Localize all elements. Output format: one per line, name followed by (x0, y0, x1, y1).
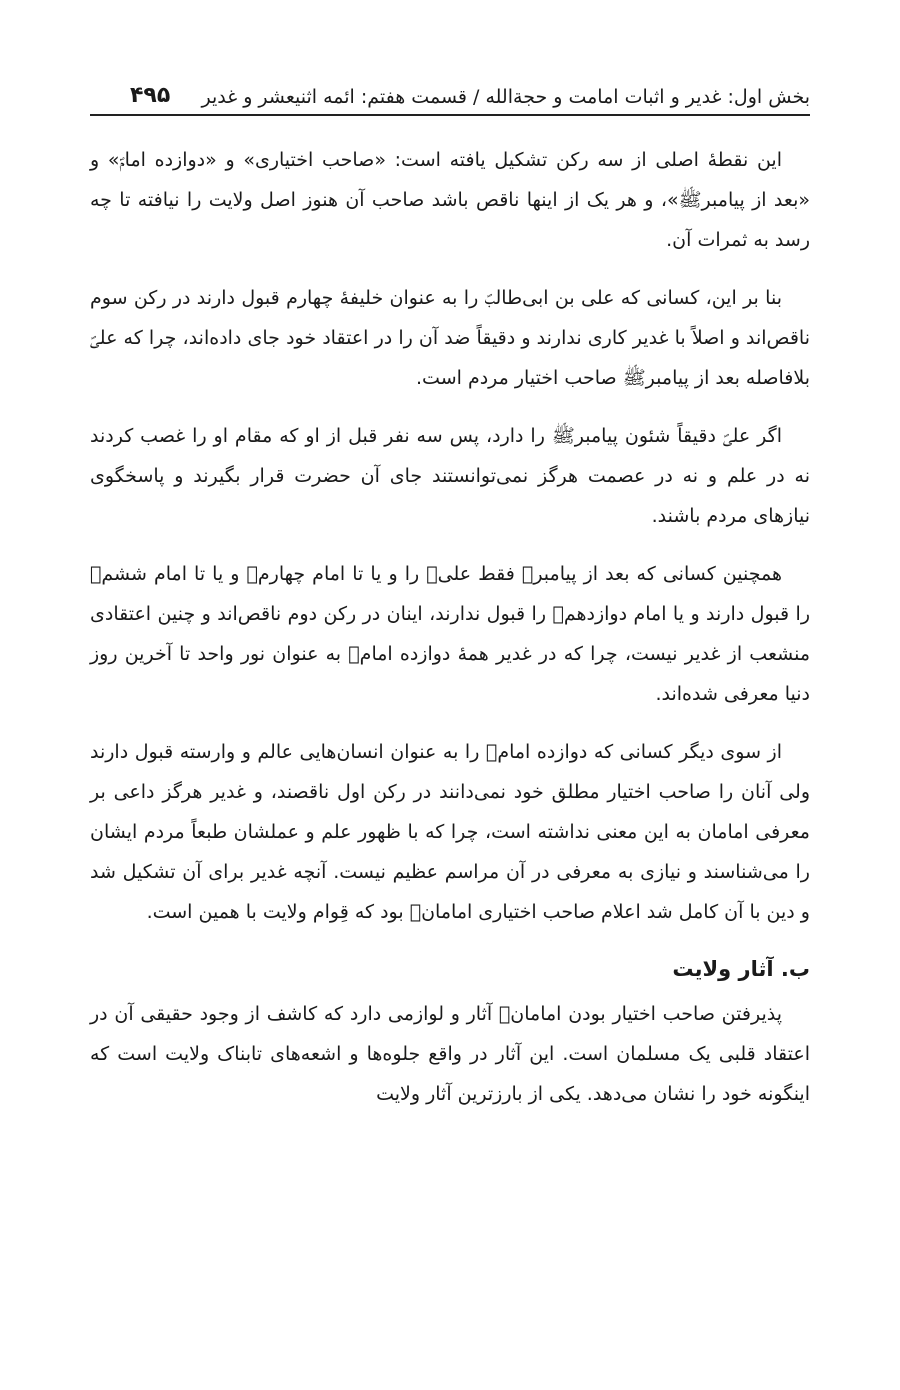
paragraph-2: بنا بر این، کسانی که علی بن ابی‌طالبؐ را به عنوان خلیفهٔ چهارم قبول دارند در رکن سوم ناقص‌اند و اصلاً با غدیر کاری ندارند و دقیقاً ضد آن را در اعتقاد خود جای داده‌اند، چرا که علیؐ بلافاصله بعد از پیامبرﷺ صاحب اختیار مردم است. (90, 287, 810, 389)
running-header-title: بخش اول: غدیر و اثبات امامت و حجةالله / قسمت هفتم: ائمه اثنیعشر و غدیر (201, 86, 810, 108)
paragraph-5: از سوی دیگر کسانی که دوازده امامؐ را به عنوان انسان‌هایی عالم و وارسته قبول دارند ولی آنان را صاحب اختیار مطلق خود نمی‌دانند در رکن اول ناقصند، و غدیر هرگز داعی بر معرفی امامان به این معنی نداشته است، چرا که با ظهور علم و عملشان طبعاً مردم ایشان را می‌شناسند و نیازی به معرفی در آن مراسم عظیم نیست. آنچه غدیر برای آن تشکیل شد و دین با آن کامل شد اعلام صاحب اختیاری امامانؐ بود که قِوام ولایت با همین است. (90, 741, 810, 923)
page-body (90, 140, 810, 1114)
page-number: ۴۹۵ (130, 83, 171, 108)
section-heading: ب. آثار ولایت (672, 957, 810, 981)
paragraph-3: اگر علیؐ دقیقاً شئون پیامبرﷺ را دارد، پس سه نفر قبل از او که مقام او را غصب کردند نه در علم و نه در عصمت هرگز نمی‌توانستند جای آن حضرت قرار بگیرند و پاسخگوی نیازهای مردم باشند. (90, 425, 810, 527)
running-header (90, 60, 810, 116)
paragraph-1: این نقطهٔ اصلی از سه رکن تشکیل یافته است: «صاحب اختیاری» و «دوازده امامؐ» و «بعد از پیامبرﷺ»، و هر یک از اینها ناقص باشد صاحب آن هنوز اصل ولایت را نیافته تا چه رسد به ثمرات آن. (90, 149, 810, 251)
paragraph-4: همچنین کسانی که بعد از پیامبرﷺ فقط علیؐ را و یا تا امام چهارمؐ و یا تا امام ششمؐ را قبول دارند و یا امام دوازدهمؐ را قبول ندارند، اینان در رکن دوم ناقص‌اند و چنین اعتقادی منشعب از غدیر نیست، چرا که در غدیر همهٔ دوازده امامؐ به عنوان نور واحد تا آخرین روز دنیا معرفی شده‌اند. (90, 563, 810, 705)
section-paragraph: پذیرفتن صاحب اختیار بودن امامانؐ آثار و لوازمی دارد که کاشف از وجود حقیقی آن در اعتقاد قلبی یک مسلمان است. این آثار در واقع جلوه‌ها و اشعه‌های تابناک ولایت است که اینگونه خود را نشان می‌دهد. یکی از بارزترین آثار ولایت (90, 1003, 810, 1105)
book-page (90, 60, 810, 1360)
